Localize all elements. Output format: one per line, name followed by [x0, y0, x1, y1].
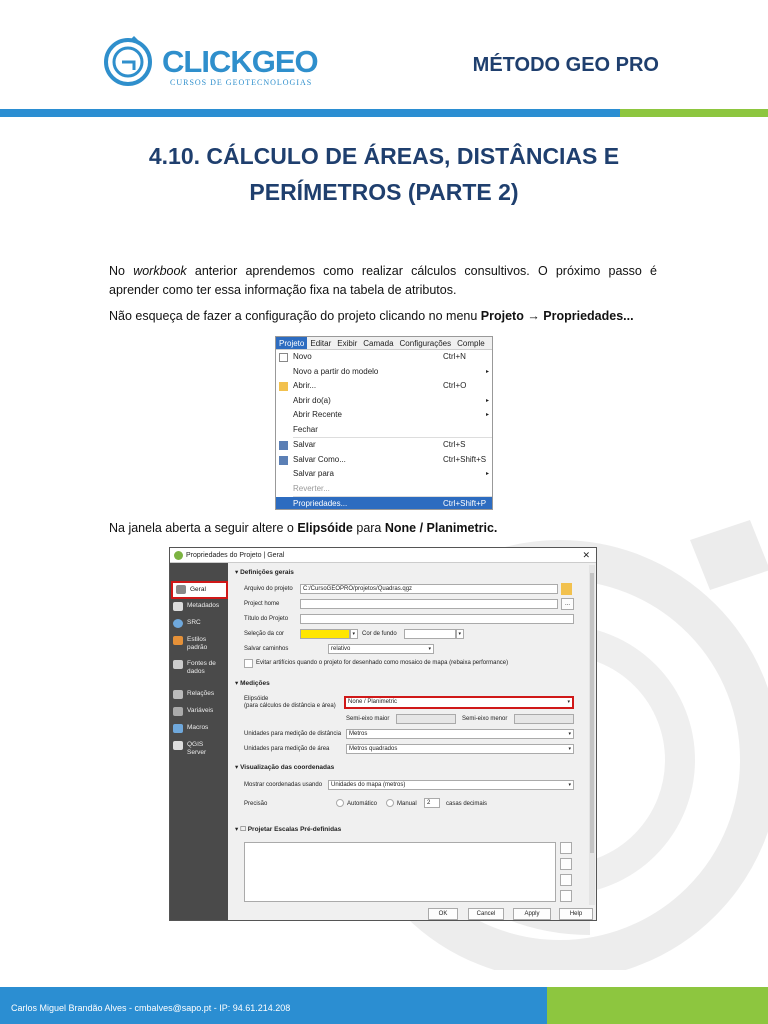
variables-icon — [173, 707, 183, 716]
cancel-button[interactable]: Cancel — [468, 908, 504, 920]
avoid-artifacts-checkbox[interactable] — [244, 659, 253, 668]
macros-icon — [173, 724, 183, 733]
project-title-field[interactable] — [300, 614, 574, 624]
label-elipsoide: Elipsóide — [244, 696, 269, 702]
label-salvar-caminhos: Salvar caminhos — [244, 646, 289, 652]
label-unidade-distancia: Unidades para medição de distância — [244, 731, 342, 737]
menu-configuracoes[interactable]: Configurações — [399, 339, 452, 348]
sidebar-item-geral[interactable]: Geral — [171, 581, 228, 599]
radio-manual[interactable] — [386, 799, 394, 807]
add-scale-icon[interactable] — [560, 842, 572, 854]
ok-button[interactable]: OK — [428, 908, 458, 920]
save-paths-select[interactable]: relativo ▾ — [328, 644, 434, 654]
decimals-spinbox[interactable]: 2 — [424, 798, 440, 808]
project-menu-screenshot — [275, 336, 493, 510]
table-icon — [173, 660, 183, 669]
close-icon[interactable]: ✕ — [582, 550, 590, 560]
ellipsoid-select[interactable]: None / Planimetric ▾ — [344, 696, 574, 709]
new-file-icon — [279, 353, 288, 362]
sidebar-item-relacoes[interactable]: Relações — [170, 690, 228, 698]
section-medicoes[interactable]: ▾ Medições — [235, 680, 270, 687]
menu-item-salvar[interactable]: Salvar Ctrl+S — [276, 438, 492, 453]
folder-icon — [279, 382, 288, 391]
project-properties-dialog — [169, 547, 597, 921]
tools-icon — [176, 585, 186, 594]
save-icon — [279, 441, 288, 450]
header-title: MÉTODO GEO PRO — [472, 54, 659, 76]
dialog-sidebar — [170, 563, 228, 921]
sidebar-item-macros[interactable]: Macros — [170, 724, 228, 732]
server-icon — [173, 741, 183, 750]
label-semi-eixo-maior: Semi-eixo maior — [346, 716, 390, 722]
folder-icon[interactable] — [561, 583, 572, 595]
label-arquivo: Arquivo do projeto — [244, 586, 293, 592]
menu-item-fechar[interactable]: Fechar — [293, 424, 318, 434]
globe-icon — [173, 619, 183, 628]
section-escalas[interactable]: ▾ ☐ Projetar Escalas Pré-definidas — [235, 826, 342, 833]
menu-item-propriedades[interactable]: Propriedades... Ctrl+Shift+P — [276, 497, 492, 510]
metadata-icon — [173, 602, 183, 611]
logo-subtitle: CURSOS DE GEOTECNOLOGIAS — [170, 78, 313, 87]
help-button[interactable]: Help — [559, 908, 593, 920]
paragraph-ellipsoid: Na janela aberta a seguir altere o Elipsóide para None / Planimetric. — [109, 521, 498, 535]
menu-exibir[interactable]: Exibir — [337, 339, 358, 348]
page-title: 4.10. CÁLCULO DE ÁREAS, DISTÂNCIAS E PERÍMETROS (PARTE 2) — [148, 143, 620, 205]
radio-automatico[interactable] — [336, 799, 344, 807]
menu-projeto[interactable]: Projeto — [276, 337, 307, 349]
project-home-field[interactable] — [300, 599, 558, 609]
footer-text: Carlos Miguel Brandão Alves - cmbalves@sapo.pt - IP: 94.61.214.208 — [11, 1003, 291, 1013]
menu-item-reverter: Reverter... — [293, 483, 330, 493]
menu-editar[interactable]: Editar — [310, 339, 332, 348]
label-titulo: Título do Projeto — [244, 616, 289, 622]
scales-list[interactable] — [244, 842, 556, 902]
paragraph-intro: No workbook anterior aprendemos como realizar cálculos consultivos. O próximo passo é aprender como ter essa informação fixa na tabela de atributos. — [109, 264, 658, 297]
semi-minor-field — [514, 714, 574, 724]
paragraph-menu: Não esqueça de fazer a configuração do projeto clicando no menu Projeto → Propriedades... — [109, 309, 634, 323]
sidebar-item-variaveis[interactable]: Variáveis — [170, 707, 228, 715]
section-definicoes-gerais[interactable]: ▾ Definições gerais — [235, 569, 294, 576]
sidebar-item-src[interactable]: SRC — [170, 619, 228, 627]
menu-item-novo[interactable]: Novo Ctrl+N — [276, 350, 492, 365]
menu-complementos[interactable]: Comple — [457, 339, 485, 348]
label-precisao: Precisão — [244, 801, 268, 807]
project-file-field[interactable]: C:/CursoGEOPRO/projetos/Quadras.qgz — [300, 584, 558, 594]
menu-camada[interactable]: Camada — [363, 339, 394, 348]
label-automatico: Automático — [347, 801, 378, 807]
label-selecao-cor: Seleção da cor — [244, 631, 285, 637]
menu-item-salvar-para[interactable]: Salvar para ▸ — [293, 469, 489, 478]
menu-item-salvar-como[interactable]: Salvar Como... Ctrl+Shift+S — [276, 453, 492, 468]
label-mostrar-coordenadas: Mostrar coordenadas usando — [244, 782, 323, 788]
logo-text: CLICKGEO — [162, 44, 318, 79]
apply-button[interactable]: Apply — [513, 908, 551, 920]
label-manual: Manual — [397, 801, 417, 807]
label-unidade-area: Unidades para medição de área — [244, 746, 330, 752]
import-scales-icon[interactable] — [560, 874, 572, 886]
menu-item-abrir[interactable]: Abrir... Ctrl+O — [276, 379, 492, 394]
label-evitar-artificios: Evitar artifícios quando o projeto for desenhado como mosaico de mapa (rebaixa performance) — [256, 660, 509, 666]
menu-item-abrir-recente[interactable]: Abrir Recente ▸ — [293, 410, 489, 419]
dialog-content — [230, 563, 596, 907]
label-semi-eixo-menor: Semi-eixo menor — [462, 716, 508, 722]
sidebar-item-qgis-server[interactable]: QGIS Server — [170, 741, 228, 757]
dialog-scrollbar[interactable] — [589, 565, 595, 905]
semi-major-field — [396, 714, 456, 724]
label-cor-fundo: Cor de fundo — [362, 631, 397, 637]
label-elipsoide-nota: (para cálculos de distância e área) — [244, 703, 336, 709]
header-bar — [0, 109, 768, 117]
menu-item-abrir-do[interactable]: Abrir do(a) ▸ — [293, 395, 489, 405]
save-as-icon — [279, 456, 288, 465]
sidebar-item-fontes[interactable]: Fontes de dados — [170, 660, 228, 676]
menu-item-novo-modelo[interactable]: Novo a partir do modelo ▸ — [293, 366, 489, 376]
dialog-titlebar: Propriedades do Projeto | Geral ✕ — [170, 548, 596, 563]
label-project-home: Project home — [244, 601, 280, 607]
coordinates-display-select[interactable]: Unidades do mapa (metros) ▾ — [328, 780, 574, 790]
sidebar-item-estilos[interactable]: Estilos padrão — [170, 636, 228, 652]
styles-icon — [173, 636, 183, 645]
remove-scale-icon[interactable] — [560, 858, 572, 870]
background-color-button[interactable] — [404, 629, 456, 639]
dialog-button-bar — [230, 907, 596, 921]
area-unit-select[interactable]: Metros quadrados ▾ — [346, 744, 574, 754]
sidebar-item-metadados[interactable]: Metadados — [170, 602, 228, 610]
label-casas-decimais: casas decimais — [446, 801, 488, 807]
section-coordenadas[interactable]: ▾ Visualização das coordenadas — [235, 764, 335, 771]
background-color-dropdown[interactable]: ▾ — [456, 629, 464, 639]
menu-bar — [276, 337, 492, 350]
selection-color-button[interactable] — [300, 629, 350, 639]
qgis-icon — [174, 551, 183, 560]
selection-color-dropdown[interactable]: ▾ — [350, 629, 358, 639]
export-scales-icon[interactable] — [560, 890, 572, 902]
relations-icon — [173, 690, 183, 699]
distance-unit-select[interactable]: Metros ▾ — [346, 729, 574, 739]
browse-button[interactable]: ... — [561, 598, 574, 610]
